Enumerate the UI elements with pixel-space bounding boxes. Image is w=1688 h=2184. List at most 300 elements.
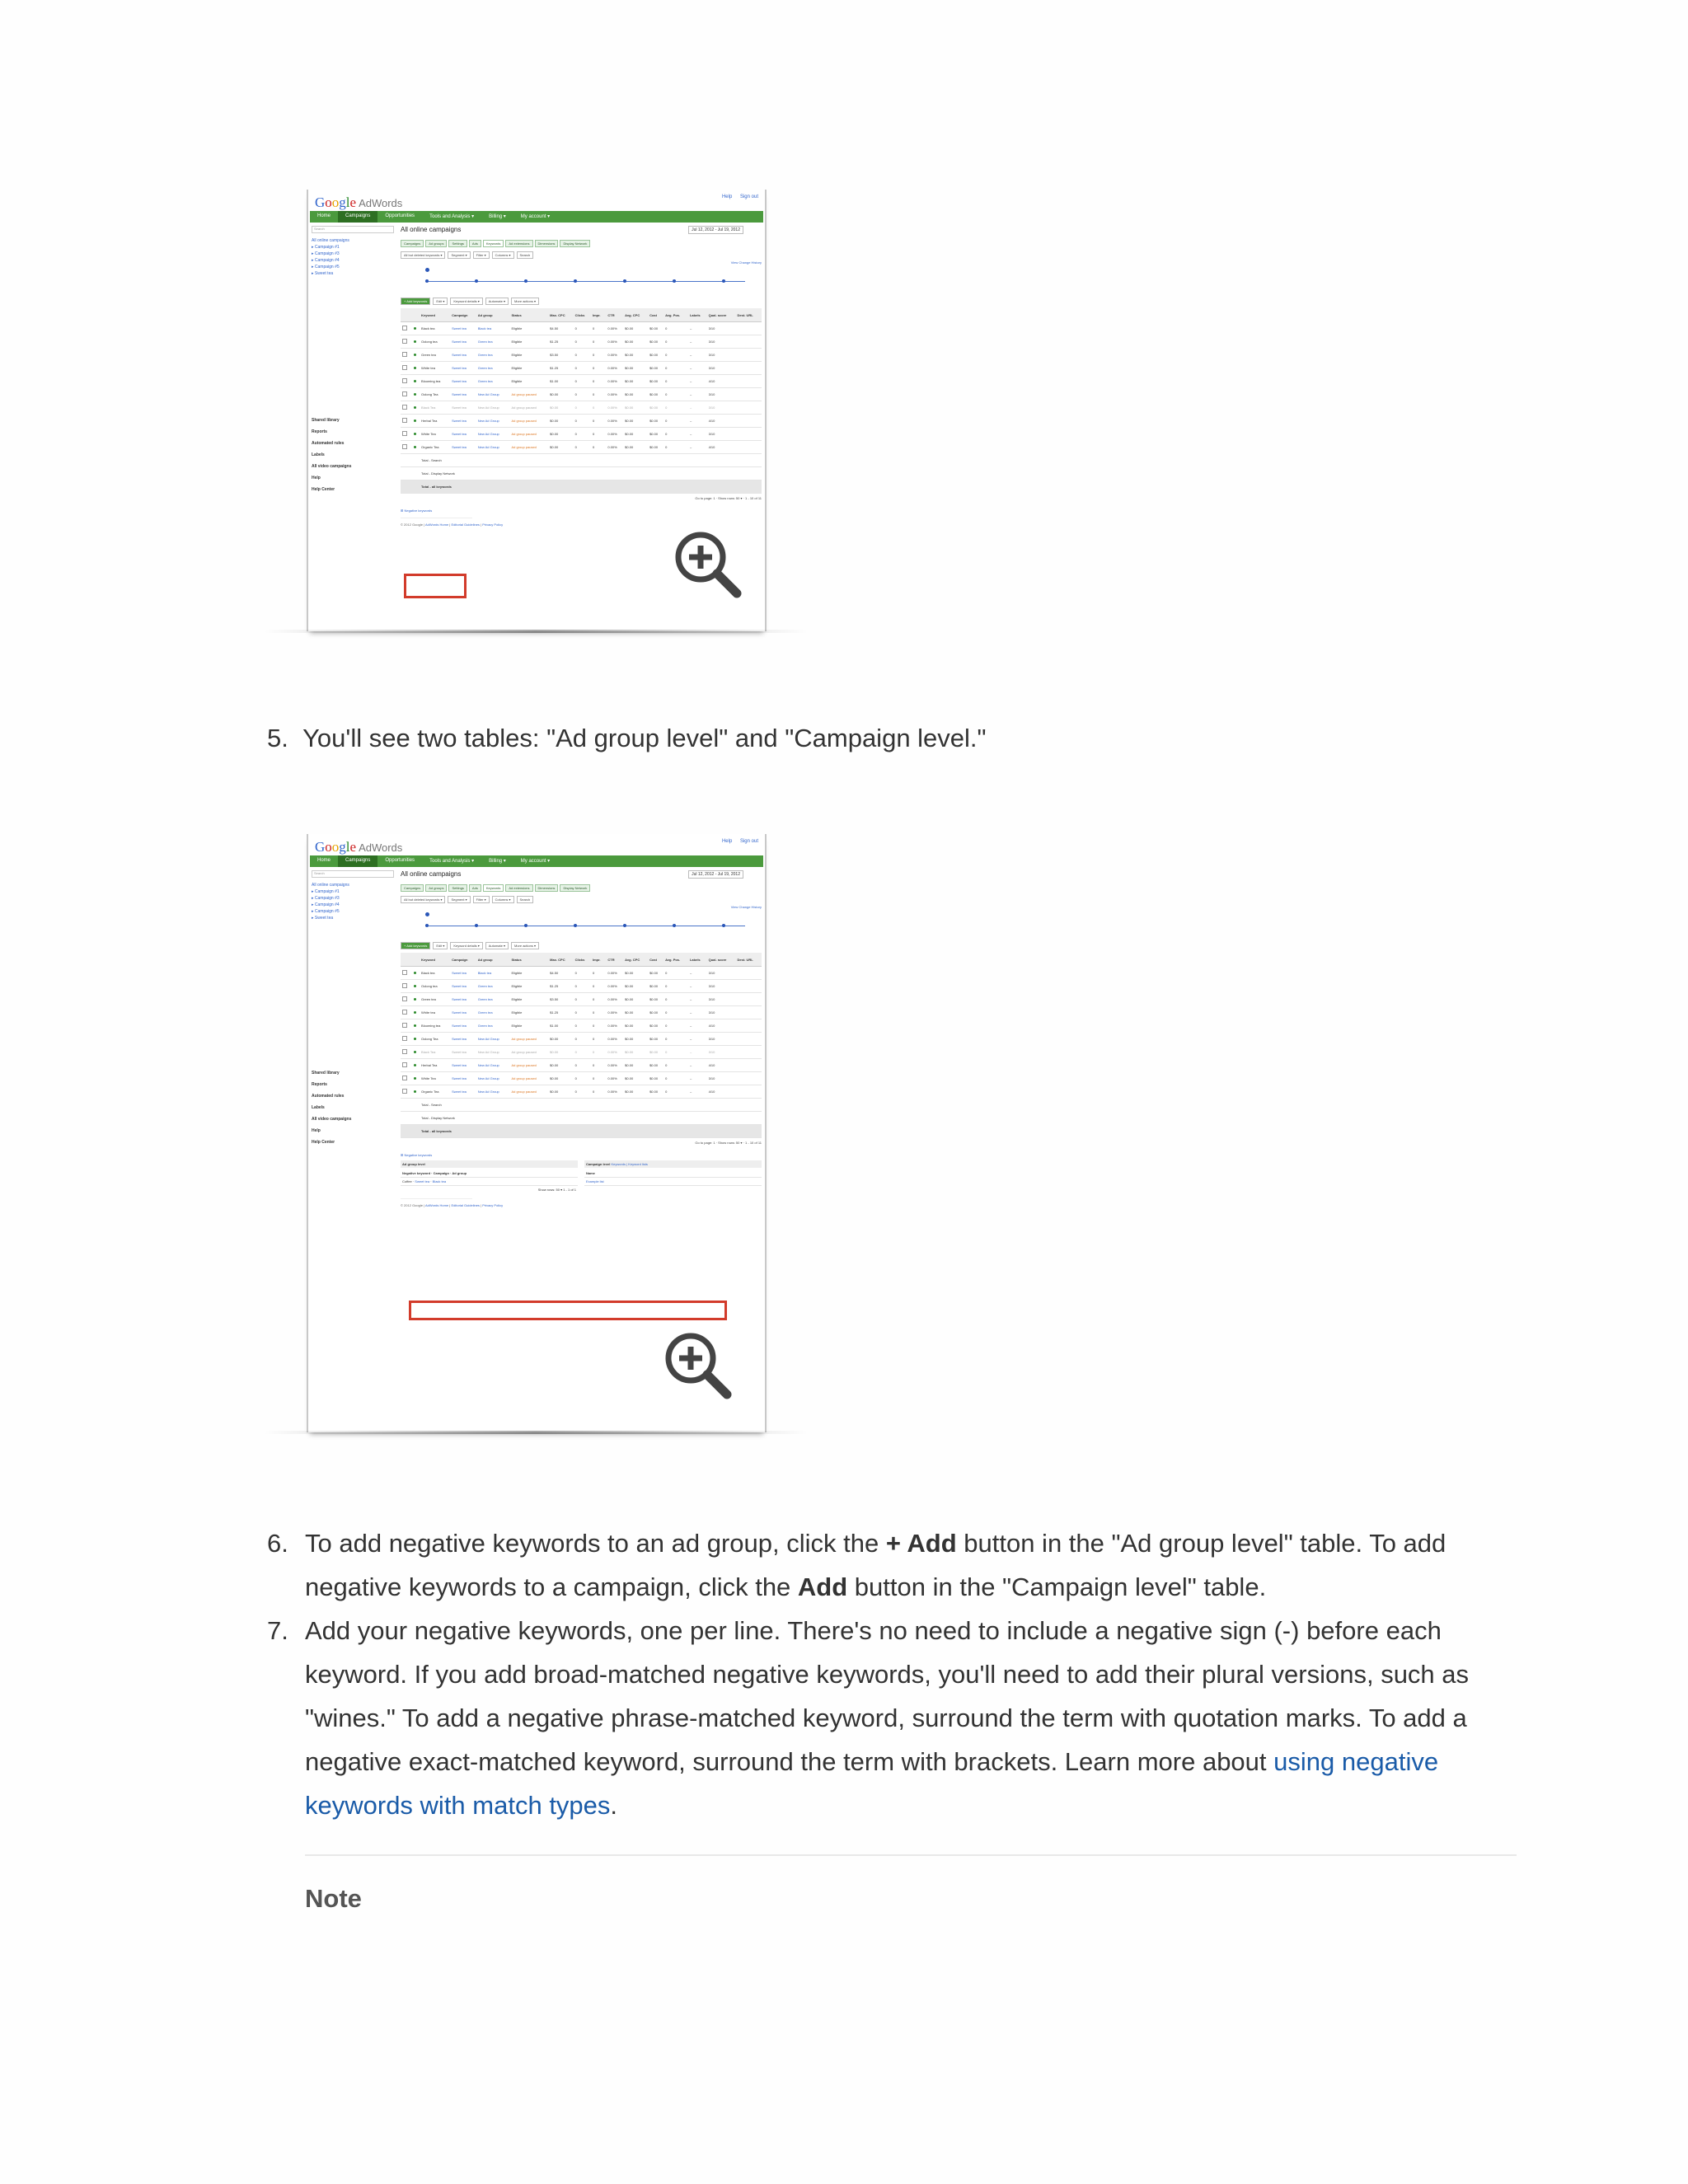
nav-billing[interactable]: Billing ▾: [489, 214, 506, 219]
graph-metric-dot[interactable]: [425, 268, 429, 272]
sidebar-section-item[interactable]: Help Center: [312, 487, 335, 492]
table-row[interactable]: [401, 1033, 762, 1046]
table-cell: $0.00: [623, 1006, 648, 1019]
row-checkbox-cell[interactable]: [401, 322, 412, 335]
filter-control-button[interactable]: Columns ▾: [492, 251, 514, 259]
table-cell: 0: [574, 993, 591, 1006]
table-cell: $1.25: [548, 1006, 573, 1019]
row-checkbox-cell[interactable]: [401, 401, 412, 415]
table-cell: $0.00: [648, 441, 663, 454]
table-row[interactable]: [401, 1059, 762, 1072]
column-header[interactable]: Avg. CPC: [623, 953, 648, 967]
status-dot-icon: [414, 393, 416, 396]
row-checkbox-cell[interactable]: [401, 1046, 412, 1059]
sidebar-section-item[interactable]: Shared library: [312, 418, 340, 423]
table-cell[interactable]: Organic Tea: [420, 1085, 450, 1099]
table-cell[interactable]: New Ad Group: [476, 1059, 510, 1072]
row-checkbox-cell[interactable]: [401, 428, 412, 441]
table-cell[interactable]: New Ad Group: [476, 441, 510, 454]
column-header[interactable]: Status: [509, 308, 548, 322]
nav-tools[interactable]: Tools and Analysis ▾: [429, 859, 475, 864]
nav-tools[interactable]: Tools and Analysis ▾: [429, 214, 475, 219]
help-link[interactable]: Help: [721, 839, 733, 844]
table-row[interactable]: [401, 428, 762, 441]
tab-ad-extensions[interactable]: Ad extensions: [505, 240, 532, 247]
table-cell[interactable]: Green tea: [420, 993, 450, 1006]
sidebar-section-item[interactable]: Reports: [312, 1082, 327, 1087]
tab-ad-groups[interactable]: Ad groups: [425, 240, 447, 247]
footer-link-home[interactable]: AdWords Home: [425, 523, 449, 527]
table-cell[interactable]: New Ad Group: [476, 428, 510, 441]
column-header[interactable]: Qual. score: [707, 953, 736, 967]
filter-control-button[interactable]: Filter ▾: [473, 896, 490, 903]
row-status-cell: [412, 335, 420, 349]
filter-control-button[interactable]: Filter ▾: [473, 251, 490, 259]
sidebar-campaign-item[interactable]: ▸ Campaign #3: [312, 251, 340, 256]
pager[interactable]: Go to page: 1 · Show rows: 50 ▾ · 1 - 10 of 11: [695, 496, 762, 500]
checkbox[interactable]: [402, 391, 407, 396]
column-header[interactable]: Avg. CPC: [623, 308, 648, 322]
row-checkbox-cell[interactable]: [401, 349, 412, 362]
table-cell[interactable]: Organic Tea: [420, 441, 450, 454]
keyword-action-button[interactable]: More actions ▾: [511, 298, 539, 305]
table-cell[interactable]: Sweet tea: [450, 1059, 476, 1072]
table-cell[interactable]: Sweet tea: [450, 375, 476, 388]
tab-campaigns[interactable]: Campaigns: [401, 884, 424, 892]
table-cell: 0: [574, 388, 591, 401]
table-cell[interactable]: Sweet tea: [450, 1046, 476, 1059]
view-change-history-link[interactable]: View Change History: [730, 260, 762, 265]
header-checkbox[interactable]: [401, 308, 412, 322]
keyword-action-button[interactable]: Automate ▾: [485, 298, 509, 305]
footer-link-privacy[interactable]: Privacy Policy: [482, 1203, 504, 1207]
column-header[interactable]: Dest. URL: [736, 308, 762, 322]
nav-billing[interactable]: Billing ▾: [489, 859, 506, 864]
sidebar-all-campaigns[interactable]: All online campaigns: [312, 883, 349, 888]
table-cell[interactable]: Oolong Tea: [420, 1033, 450, 1046]
table-row[interactable]: [401, 993, 762, 1006]
sidebar-campaign-item[interactable]: ▸ Sweet tea: [312, 271, 334, 276]
table-cell[interactable]: Black Tea: [420, 1046, 450, 1059]
row-checkbox-cell[interactable]: [401, 441, 412, 454]
checkbox[interactable]: [402, 1089, 407, 1094]
table-row[interactable]: [401, 980, 762, 993]
column-header[interactable]: Labels: [688, 308, 707, 322]
keyword-action-button[interactable]: More actions ▾: [511, 942, 539, 949]
table-cell[interactable]: Sweet tea: [450, 1072, 476, 1085]
graph-point: [673, 924, 676, 927]
table-row[interactable]: [401, 967, 762, 980]
date-range-selector[interactable]: Jul 12, 2012 - Jul 19, 2012: [688, 870, 743, 879]
negative-keywords-link[interactable]: ⊞ Negative keywords: [401, 509, 433, 513]
sidebar-campaign-item[interactable]: ▸ Campaign #4: [312, 258, 340, 263]
table-cell[interactable]: White tea: [420, 1006, 450, 1019]
sidebar-campaign-item[interactable]: ▸ Campaign #1: [312, 889, 340, 894]
filter-control-button[interactable]: Columns ▾: [492, 896, 514, 903]
nav-my-account[interactable]: My account ▾: [520, 859, 551, 864]
table-cell[interactable]: Sweet tea: [450, 428, 476, 441]
table-cell[interactable]: New Ad Group: [476, 388, 510, 401]
table-cell: 0: [663, 428, 688, 441]
table-cell: Ad group paused: [509, 1033, 548, 1046]
column-header[interactable]: Clicks: [574, 953, 591, 967]
checkbox[interactable]: [402, 1049, 407, 1054]
column-header[interactable]: Labels: [688, 953, 707, 967]
help-link[interactable]: Help: [721, 194, 733, 199]
row-checkbox-cell[interactable]: [401, 375, 412, 388]
column-header[interactable]: Max. CPC: [548, 953, 573, 967]
sidebar-search-input[interactable]: Search: [312, 870, 394, 878]
tab-settings[interactable]: Settings: [448, 240, 467, 247]
row-checkbox-cell[interactable]: [401, 415, 412, 428]
table-cell: 0: [574, 1033, 591, 1046]
table-cell: Ad group paused: [509, 1085, 548, 1099]
table-cell[interactable]: Sweet tea: [450, 1019, 476, 1033]
total-label: Total - Search: [420, 1099, 548, 1112]
checkbox[interactable]: [402, 365, 407, 370]
row-checkbox-cell[interactable]: [401, 1006, 412, 1019]
row-checkbox-cell[interactable]: [401, 1019, 412, 1033]
sidebar-campaign-item[interactable]: ▸ Campaign #5: [312, 909, 340, 914]
nav-opportunities[interactable]: Opportunities: [385, 858, 415, 863]
nav-home[interactable]: Home: [317, 213, 331, 218]
table-cell[interactable]: Herbal Tea: [420, 415, 450, 428]
show-rows[interactable]: Show rows: 50 ▾ 1 - 1 of 1: [537, 1188, 576, 1192]
column-header[interactable]: Status: [509, 953, 548, 967]
table-cell[interactable]: Blooming tea: [420, 375, 450, 388]
tab-ads[interactable]: Ads: [469, 240, 481, 247]
footer-copyright: © 2012 Google: [401, 1203, 423, 1207]
checkbox[interactable]: [402, 1062, 407, 1067]
table-cell[interactable]: New Ad Group: [476, 1085, 510, 1099]
table-cell[interactable]: Sweet tea: [450, 1085, 476, 1099]
tab-ad-extensions[interactable]: Ad extensions: [505, 884, 532, 892]
checkbox[interactable]: [402, 378, 407, 383]
nav-my-account[interactable]: My account ▾: [520, 214, 551, 219]
column-header[interactable]: CTR: [606, 308, 623, 322]
table-cell[interactable]: Sweet tea: [450, 322, 476, 335]
checkbox[interactable]: [402, 418, 407, 423]
column-header[interactable]: Qual. score: [707, 308, 736, 322]
sidebar-section-item[interactable]: All video campaigns: [312, 1117, 352, 1122]
checkbox[interactable]: [402, 1010, 407, 1015]
table-row[interactable]: [401, 1019, 762, 1033]
table-cell[interactable]: New Ad Group: [476, 1033, 510, 1046]
nav-campaigns[interactable]: Campaigns: [338, 211, 377, 223]
table-cell[interactable]: Green tea: [476, 362, 510, 375]
tab-ads[interactable]: Ads: [469, 884, 481, 892]
ad-group-cell[interactable]: Black tea: [432, 1179, 447, 1183]
footer-link-privacy[interactable]: Privacy Policy: [482, 523, 504, 527]
row-checkbox-cell[interactable]: [401, 1033, 412, 1046]
table-cell[interactable]: Sweet tea: [450, 335, 476, 349]
table-cell[interactable]: Sweet tea: [450, 388, 476, 401]
table-row[interactable]: [401, 1072, 762, 1085]
keyword-action-button[interactable]: Keyword details ▾: [450, 942, 482, 949]
row-checkbox-cell[interactable]: [401, 388, 412, 401]
table-row[interactable]: [401, 349, 762, 362]
table-row[interactable]: [401, 362, 762, 375]
column-header[interactable]: Keyword: [420, 953, 450, 967]
table-cell[interactable]: Herbal Tea: [420, 1059, 450, 1072]
table-cell: $0.00: [623, 375, 648, 388]
table-cell[interactable]: New Ad Group: [476, 415, 510, 428]
tab-settings[interactable]: Settings: [448, 884, 467, 892]
view-change-history-link[interactable]: View Change History: [730, 905, 762, 909]
table-cell[interactable]: Green tea: [476, 375, 510, 388]
checkbox[interactable]: [402, 352, 407, 357]
sidebar-campaign-item[interactable]: ▸ Campaign #3: [312, 896, 340, 901]
table-cell: 0: [591, 322, 606, 335]
table-cell[interactable]: Green tea: [476, 349, 510, 362]
ad-group-level-header: Ad group level: [401, 1160, 578, 1168]
nav-campaigns[interactable]: Campaigns: [338, 855, 377, 867]
match-types-link[interactable]: using negative keywords with match types: [305, 1747, 1439, 1820]
table-cell[interactable]: Sweet tea: [450, 349, 476, 362]
checkbox[interactable]: [402, 326, 407, 330]
sidebar-campaign-item[interactable]: ▸ Campaign #1: [312, 245, 340, 250]
row-checkbox-cell[interactable]: [401, 1059, 412, 1072]
sign-out-link[interactable]: Sign out: [739, 194, 758, 199]
table-row[interactable]: [401, 415, 762, 428]
table-cell: $0.00: [648, 1059, 663, 1072]
tab-campaigns[interactable]: Campaigns: [401, 240, 424, 247]
pager[interactable]: Go to page: 1 · Show rows: 50 ▾ · 1 - 10 of 11: [695, 1141, 762, 1145]
sidebar-campaign-item[interactable]: ▸ Campaign #5: [312, 265, 340, 269]
nav-home[interactable]: Home: [317, 858, 331, 863]
table-cell: Eligible: [509, 322, 548, 335]
column-header[interactable]: Cost: [648, 308, 663, 322]
date-range-selector[interactable]: Jul 12, 2012 - Jul 19, 2012: [688, 226, 743, 234]
row-checkbox-cell[interactable]: [401, 993, 412, 1006]
sidebar-campaign-item[interactable]: ▸ Campaign #4: [312, 902, 340, 907]
sidebar-section-item[interactable]: Labels: [312, 452, 325, 457]
sidebar-section-item[interactable]: Help: [312, 476, 321, 480]
checkbox[interactable]: [402, 983, 407, 988]
table-cell[interactable]: Sweet tea: [450, 401, 476, 415]
list-name-cell[interactable]: Example list: [586, 1179, 604, 1183]
adwords-screenshot-1[interactable]: [307, 190, 767, 631]
table-cell: 0: [663, 980, 688, 993]
status-dot-icon: [414, 340, 416, 343]
table-cell[interactable]: New Ad Group: [476, 1072, 510, 1085]
column-header[interactable]: Keyword: [420, 308, 450, 322]
filter-control-button[interactable]: Search: [517, 251, 534, 259]
filter-control-button[interactable]: Segment ▾: [448, 251, 470, 259]
table-cell[interactable]: White Tea: [420, 1072, 450, 1085]
row-checkbox-cell[interactable]: [401, 1085, 412, 1099]
filter-control-button[interactable]: Segment ▾: [448, 896, 470, 903]
checkbox[interactable]: [402, 339, 407, 344]
table-cell[interactable]: Oolong Tea: [420, 388, 450, 401]
sidebar-section-item[interactable]: Automated rules: [312, 441, 345, 446]
table-cell[interactable]: Sweet tea: [450, 441, 476, 454]
row-checkbox-cell[interactable]: [401, 980, 412, 993]
column-header[interactable]: CTR: [606, 953, 623, 967]
table-cell: Ad group paused: [509, 441, 548, 454]
filter-control-button[interactable]: All but deleted keywords ▾: [401, 251, 445, 259]
table-row[interactable]: [584, 1178, 762, 1186]
adwords-screenshot-2[interactable]: [307, 834, 767, 1432]
table-cell: 0: [574, 980, 591, 993]
table-cell[interactable]: New Ad Group: [476, 401, 510, 415]
footer-link-guidelines[interactable]: Editorial Guidelines: [451, 523, 480, 527]
table-cell[interactable]: Black tea: [420, 967, 450, 980]
column-header[interactable]: Avg. Pos.: [663, 953, 688, 967]
step-7-text: Add your negative keywords, one per line. There's no need to include a negative sign (-) before each keyword. If you add broad-matched negative keywords, you'll need to add their plural versions, such as "wines." To add a negative phrase-matched keyword, surround the term with quotation marks. To add a negative exact-matched keyword, surround the term with brackets. Learn more about: [305, 1616, 1470, 1776]
checkbox[interactable]: [402, 1036, 407, 1041]
table-row[interactable]: [401, 441, 762, 454]
row-checkbox-cell[interactable]: [401, 1072, 412, 1085]
table-cell[interactable]: New Ad Group: [476, 1046, 510, 1059]
table-cell[interactable]: Black tea: [420, 322, 450, 335]
table-row[interactable]: [401, 401, 762, 415]
sidebar-section-item[interactable]: Help: [312, 1128, 321, 1133]
tab-dimensions[interactable]: Dimensions: [535, 884, 559, 892]
table-cell[interactable]: White tea: [420, 362, 450, 375]
column-header[interactable]: Clicks: [574, 308, 591, 322]
table-cell[interactable]: Sweet tea: [450, 1006, 476, 1019]
table-cell[interactable]: Green tea: [476, 1006, 510, 1019]
tab-dimensions[interactable]: Dimensions: [535, 240, 559, 247]
table-cell[interactable]: Oolong tea: [420, 980, 450, 993]
table-cell[interactable]: Sweet tea: [450, 980, 476, 993]
column-header[interactable]: Avg. Pos.: [663, 308, 688, 322]
table-cell: [736, 388, 762, 401]
footer-link-home[interactable]: AdWords Home: [425, 1203, 449, 1207]
table-cell[interactable]: Green tea: [420, 349, 450, 362]
add-button-label-2: Add: [797, 1572, 848, 1601]
table-row[interactable]: [401, 1085, 762, 1099]
checkbox[interactable]: [402, 405, 407, 410]
column-header[interactable]: Impr.: [591, 308, 606, 322]
tab-keywords[interactable]: Keywords: [483, 240, 504, 247]
table-cell: 4/10: [707, 1019, 736, 1033]
add-keywords-button[interactable]: + Add keywords: [401, 298, 430, 305]
add-button-label: + Add: [885, 1529, 957, 1558]
checkbox[interactable]: [402, 431, 407, 436]
sidebar-section-item[interactable]: Labels: [312, 1105, 325, 1110]
graph-point: [623, 924, 626, 927]
table-cell: 0: [591, 1072, 606, 1085]
filter-control-button[interactable]: Search: [517, 896, 534, 903]
table-row[interactable]: [401, 1006, 762, 1019]
sidebar-section-item[interactable]: All video campaigns: [312, 464, 352, 469]
column-header[interactable]: Ad group: [476, 308, 510, 322]
column-header[interactable]: Max. CPC: [548, 308, 573, 322]
row-status-cell: [412, 967, 420, 980]
sidebar-search-input[interactable]: Search: [312, 226, 394, 233]
table-row[interactable]: [401, 1046, 762, 1059]
table-cell[interactable]: Oolong tea: [420, 335, 450, 349]
checkbox[interactable]: [402, 1023, 407, 1028]
keyword-action-button[interactable]: Keyword details ▾: [450, 298, 482, 305]
row-checkbox-cell[interactable]: [401, 335, 412, 349]
sidebar-all-campaigns[interactable]: All online campaigns: [312, 238, 349, 243]
steps-list: [267, 1521, 1520, 1827]
sidebar-section-item[interactable]: Automated rules: [312, 1094, 345, 1099]
total-row: [401, 454, 762, 467]
zoom-in-icon[interactable]: [671, 527, 742, 598]
tab-display-network[interactable]: Display Network: [560, 884, 590, 892]
checkbox[interactable]: [402, 970, 407, 975]
logo-letter: g: [339, 194, 346, 210]
keyword-toolbar: [401, 942, 762, 949]
nav-opportunities[interactable]: Opportunities: [385, 213, 415, 218]
table-cell[interactable]: Black Tea: [420, 401, 450, 415]
table-cell[interactable]: Green tea: [476, 993, 510, 1006]
table-row[interactable]: [401, 335, 762, 349]
table-cell: 0: [591, 349, 606, 362]
table-cell[interactable]: Sweet tea: [450, 415, 476, 428]
header-checkbox[interactable]: [401, 953, 412, 967]
column-header[interactable]: Campaign: [450, 308, 476, 322]
column-header[interactable]: Impr.: [591, 953, 606, 967]
table-cell: $1.25: [548, 980, 573, 993]
footer-link-guidelines[interactable]: Editorial Guidelines: [451, 1203, 480, 1207]
table-row[interactable]: [401, 322, 762, 335]
table-row[interactable]: [401, 375, 762, 388]
table-row[interactable]: [401, 388, 762, 401]
zoom-in-icon[interactable]: [661, 1329, 732, 1399]
status-dot-icon: [414, 1024, 416, 1027]
sign-out-link[interactable]: Sign out: [739, 839, 758, 844]
table-cell[interactable]: Sweet tea: [450, 1033, 476, 1046]
graph-metric-dot[interactable]: [425, 912, 429, 916]
tab-display-network[interactable]: Display Network: [560, 240, 590, 247]
row-checkbox-cell[interactable]: [401, 967, 412, 980]
table-cell: 0: [591, 335, 606, 349]
keyword-action-button[interactable]: Automate ▾: [485, 942, 509, 949]
column-header[interactable]: Dest. URL: [736, 953, 762, 967]
tab-keywords[interactable]: Keywords: [483, 884, 504, 892]
column-header[interactable]: Cost: [648, 953, 663, 967]
table-cell[interactable]: Green tea: [476, 980, 510, 993]
keyword-action-button[interactable]: Edit ▾: [433, 298, 448, 305]
table-cell[interactable]: Black tea: [476, 322, 510, 335]
column-header[interactable]: Campaign: [450, 953, 476, 967]
row-checkbox-cell[interactable]: [401, 362, 412, 375]
sidebar-campaign-item[interactable]: ▸ Sweet tea: [312, 916, 334, 921]
add-keywords-button[interactable]: + Add keywords: [401, 942, 430, 949]
table-row[interactable]: Coffee · Sweet tea · Black tea: [401, 1178, 578, 1186]
sidebar-section-item[interactable]: Shared library: [312, 1071, 340, 1076]
filter-control-button[interactable]: All but deleted keywords ▾: [401, 896, 445, 903]
table-cell: $1.25: [548, 335, 573, 349]
table-cell: 0: [574, 441, 591, 454]
sidebar-section-item[interactable]: Reports: [312, 429, 327, 434]
keyword-action-button[interactable]: Edit ▾: [433, 942, 448, 949]
table-cell[interactable]: Green tea: [476, 1019, 510, 1033]
negative-keywords-link[interactable]: ⊞ Negative keywords: [401, 1153, 433, 1157]
table-cell[interactable]: Sweet tea: [450, 362, 476, 375]
tab-ad-groups[interactable]: Ad groups: [425, 884, 447, 892]
checkbox[interactable]: [402, 444, 407, 449]
negative-tables-highlight: [409, 1301, 727, 1320]
table-cell[interactable]: White Tea: [420, 428, 450, 441]
table-cell[interactable]: Black tea: [476, 967, 510, 980]
campaign-cell[interactable]: Sweet tea: [415, 1179, 430, 1183]
checkbox[interactable]: [402, 1076, 407, 1080]
table-cell[interactable]: Sweet tea: [450, 967, 476, 980]
checkbox[interactable]: [402, 996, 407, 1001]
sidebar-section-item[interactable]: Help Center: [312, 1140, 335, 1145]
column-header[interactable]: Ad group: [476, 953, 510, 967]
campaign-level-links[interactable]: Keywords | Keyword lists: [611, 1162, 648, 1166]
table-cell[interactable]: Green tea: [476, 335, 510, 349]
table-cell[interactable]: Blooming tea: [420, 1019, 450, 1033]
table-cell[interactable]: Sweet tea: [450, 993, 476, 1006]
